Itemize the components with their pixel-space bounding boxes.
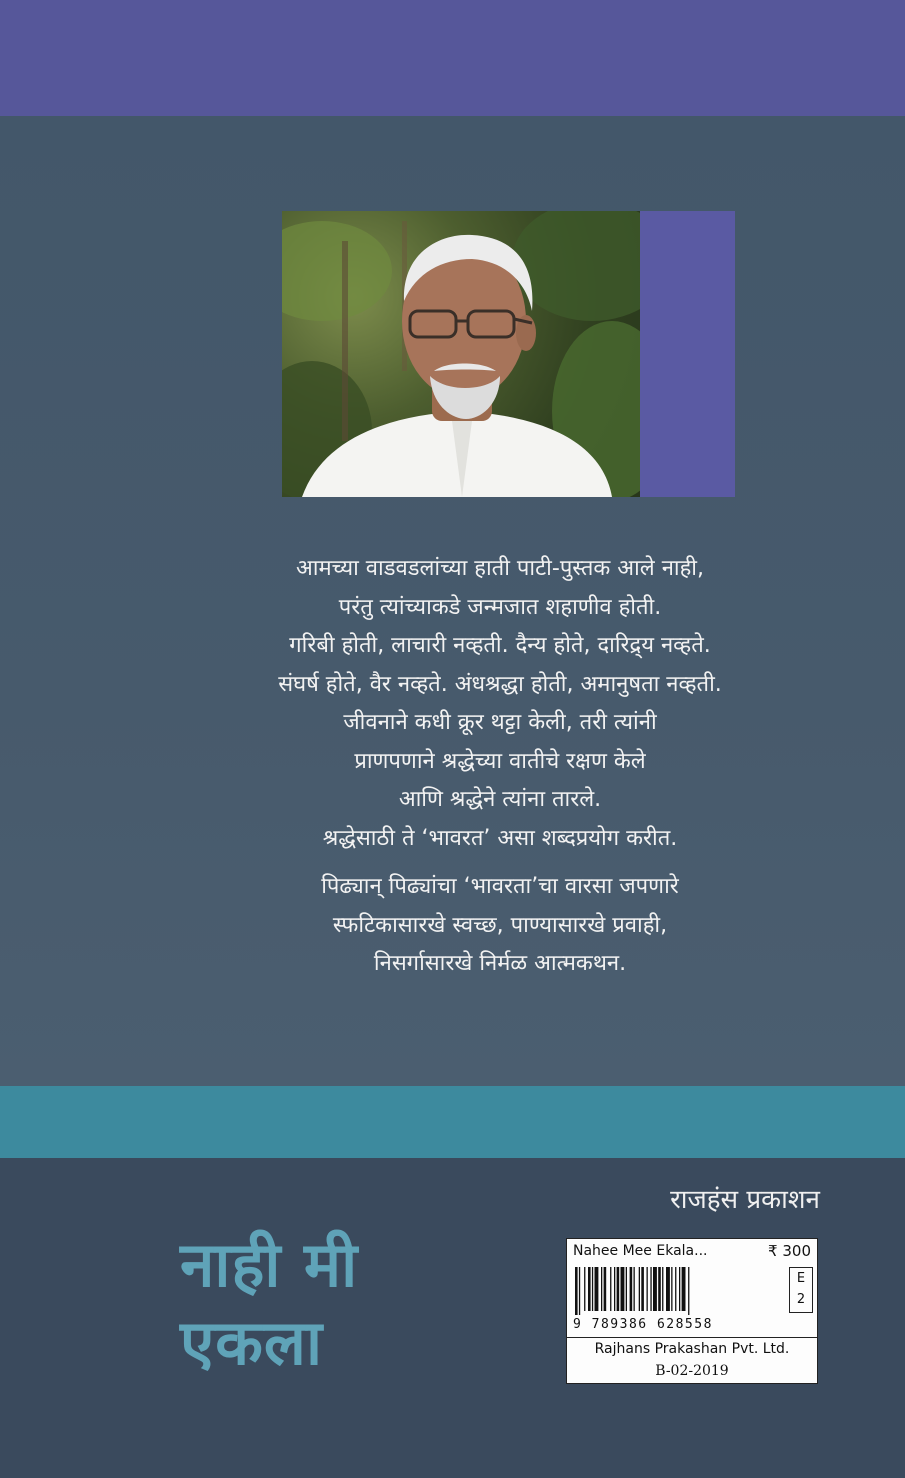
barcode-bar xyxy=(641,1267,644,1311)
blurb-line: प्राणपणाने श्रद्धेच्या वातीचे रक्षण केले xyxy=(354,748,646,774)
barcode-company: Rajhans Prakashan Pvt. Ltd. xyxy=(594,1341,790,1357)
book-title-line-2: एकला xyxy=(180,1306,323,1379)
barcode-bar xyxy=(626,1267,627,1311)
blurb-line: स्फटिकासारखे स्वच्छ, पाण्यासारखे प्रवाही, xyxy=(332,912,668,938)
barcode-bar xyxy=(639,1267,640,1311)
barcode-bar xyxy=(617,1267,620,1311)
barcode-bar xyxy=(675,1267,676,1311)
barcode-bar xyxy=(614,1267,615,1311)
barcode-bar xyxy=(601,1267,602,1311)
barcode-bar xyxy=(679,1267,680,1311)
barcode-bar xyxy=(575,1267,578,1315)
barcode-bar xyxy=(671,1267,672,1311)
barcode-bar xyxy=(682,1267,686,1311)
barcode-bar xyxy=(595,1267,599,1311)
blurb-line: श्रद्धेसाठी ते ‘भावरत’ असा शब्दप्रयोग करीत. xyxy=(322,825,678,851)
barcode-bar xyxy=(588,1267,591,1311)
publisher-name: राजहंस प्रकाशन xyxy=(670,1185,820,1215)
barcode-side-code-2: 2 xyxy=(796,1292,806,1307)
barcode-bar xyxy=(650,1267,651,1311)
barcode-bars xyxy=(575,1267,783,1315)
author-portrait-illustration xyxy=(282,211,640,497)
barcode-bar xyxy=(688,1267,689,1315)
barcode-bar xyxy=(658,1267,661,1311)
barcode-code: B-02-2019 xyxy=(655,1363,729,1379)
barcode-bar xyxy=(610,1267,611,1311)
blurb-line: गरिबी होती, लाचारी नव्हती. दैन्य होते, दारिद्र्य नव्हते. xyxy=(289,633,711,658)
barcode-bar xyxy=(634,1267,635,1311)
book-title-line-1: नाही मी xyxy=(180,1228,359,1301)
blurb-line: आणि श्रद्धेने त्यांना तारले. xyxy=(398,787,602,812)
photo-accent-block xyxy=(640,211,735,497)
barcode-bar xyxy=(579,1267,580,1315)
blurb-line: परंतु त्यांच्याकडे जन्मजात शहाणीव होती. xyxy=(338,594,662,620)
barcode-isbn-digits: 9 789386 628558 xyxy=(573,1317,713,1332)
blurb-line: आमच्या वाडवडलांच्या हाती पाटी-पुस्तक आले नाही, xyxy=(296,556,704,581)
blurb-text xyxy=(150,550,850,984)
author-photo xyxy=(282,211,640,497)
barcode-bar xyxy=(621,1267,625,1311)
teal-band xyxy=(0,1086,905,1158)
barcode-price: ₹ 300 xyxy=(768,1242,811,1260)
barcode-bar xyxy=(653,1267,657,1311)
barcode-side-code xyxy=(789,1267,813,1313)
book-title xyxy=(180,1226,358,1382)
barcode-bar xyxy=(662,1267,663,1311)
barcode-side-code-1: E xyxy=(796,1271,806,1286)
barcode-book-name: Nahee Mee Ekala... xyxy=(573,1243,708,1259)
barcode-bar xyxy=(592,1267,593,1311)
barcode-bar xyxy=(666,1267,670,1311)
top-band xyxy=(0,0,905,116)
barcode-bar xyxy=(647,1267,648,1311)
blurb-line: पिढ्यान् पिढ्यांचा ‘भावरता’चा वारसा जपणारे xyxy=(321,874,679,899)
barcode-divider xyxy=(567,1337,817,1338)
blurb-line: संघर्ष होते, वैर नव्हते. अंधश्रद्धा होती, अमानुषता नव्हती. xyxy=(278,671,722,697)
barcode-bar xyxy=(584,1267,585,1311)
barcode-bar xyxy=(630,1267,633,1311)
blurb-line: निसर्गासारखे निर्मळ आत्मकथन. xyxy=(373,951,627,976)
barcode-bar xyxy=(604,1267,607,1311)
barcode-sticker xyxy=(566,1238,818,1384)
blurb-line: जीवनाने कधी क्रूर थट्टा केली, तरी त्यांनी xyxy=(343,710,657,735)
